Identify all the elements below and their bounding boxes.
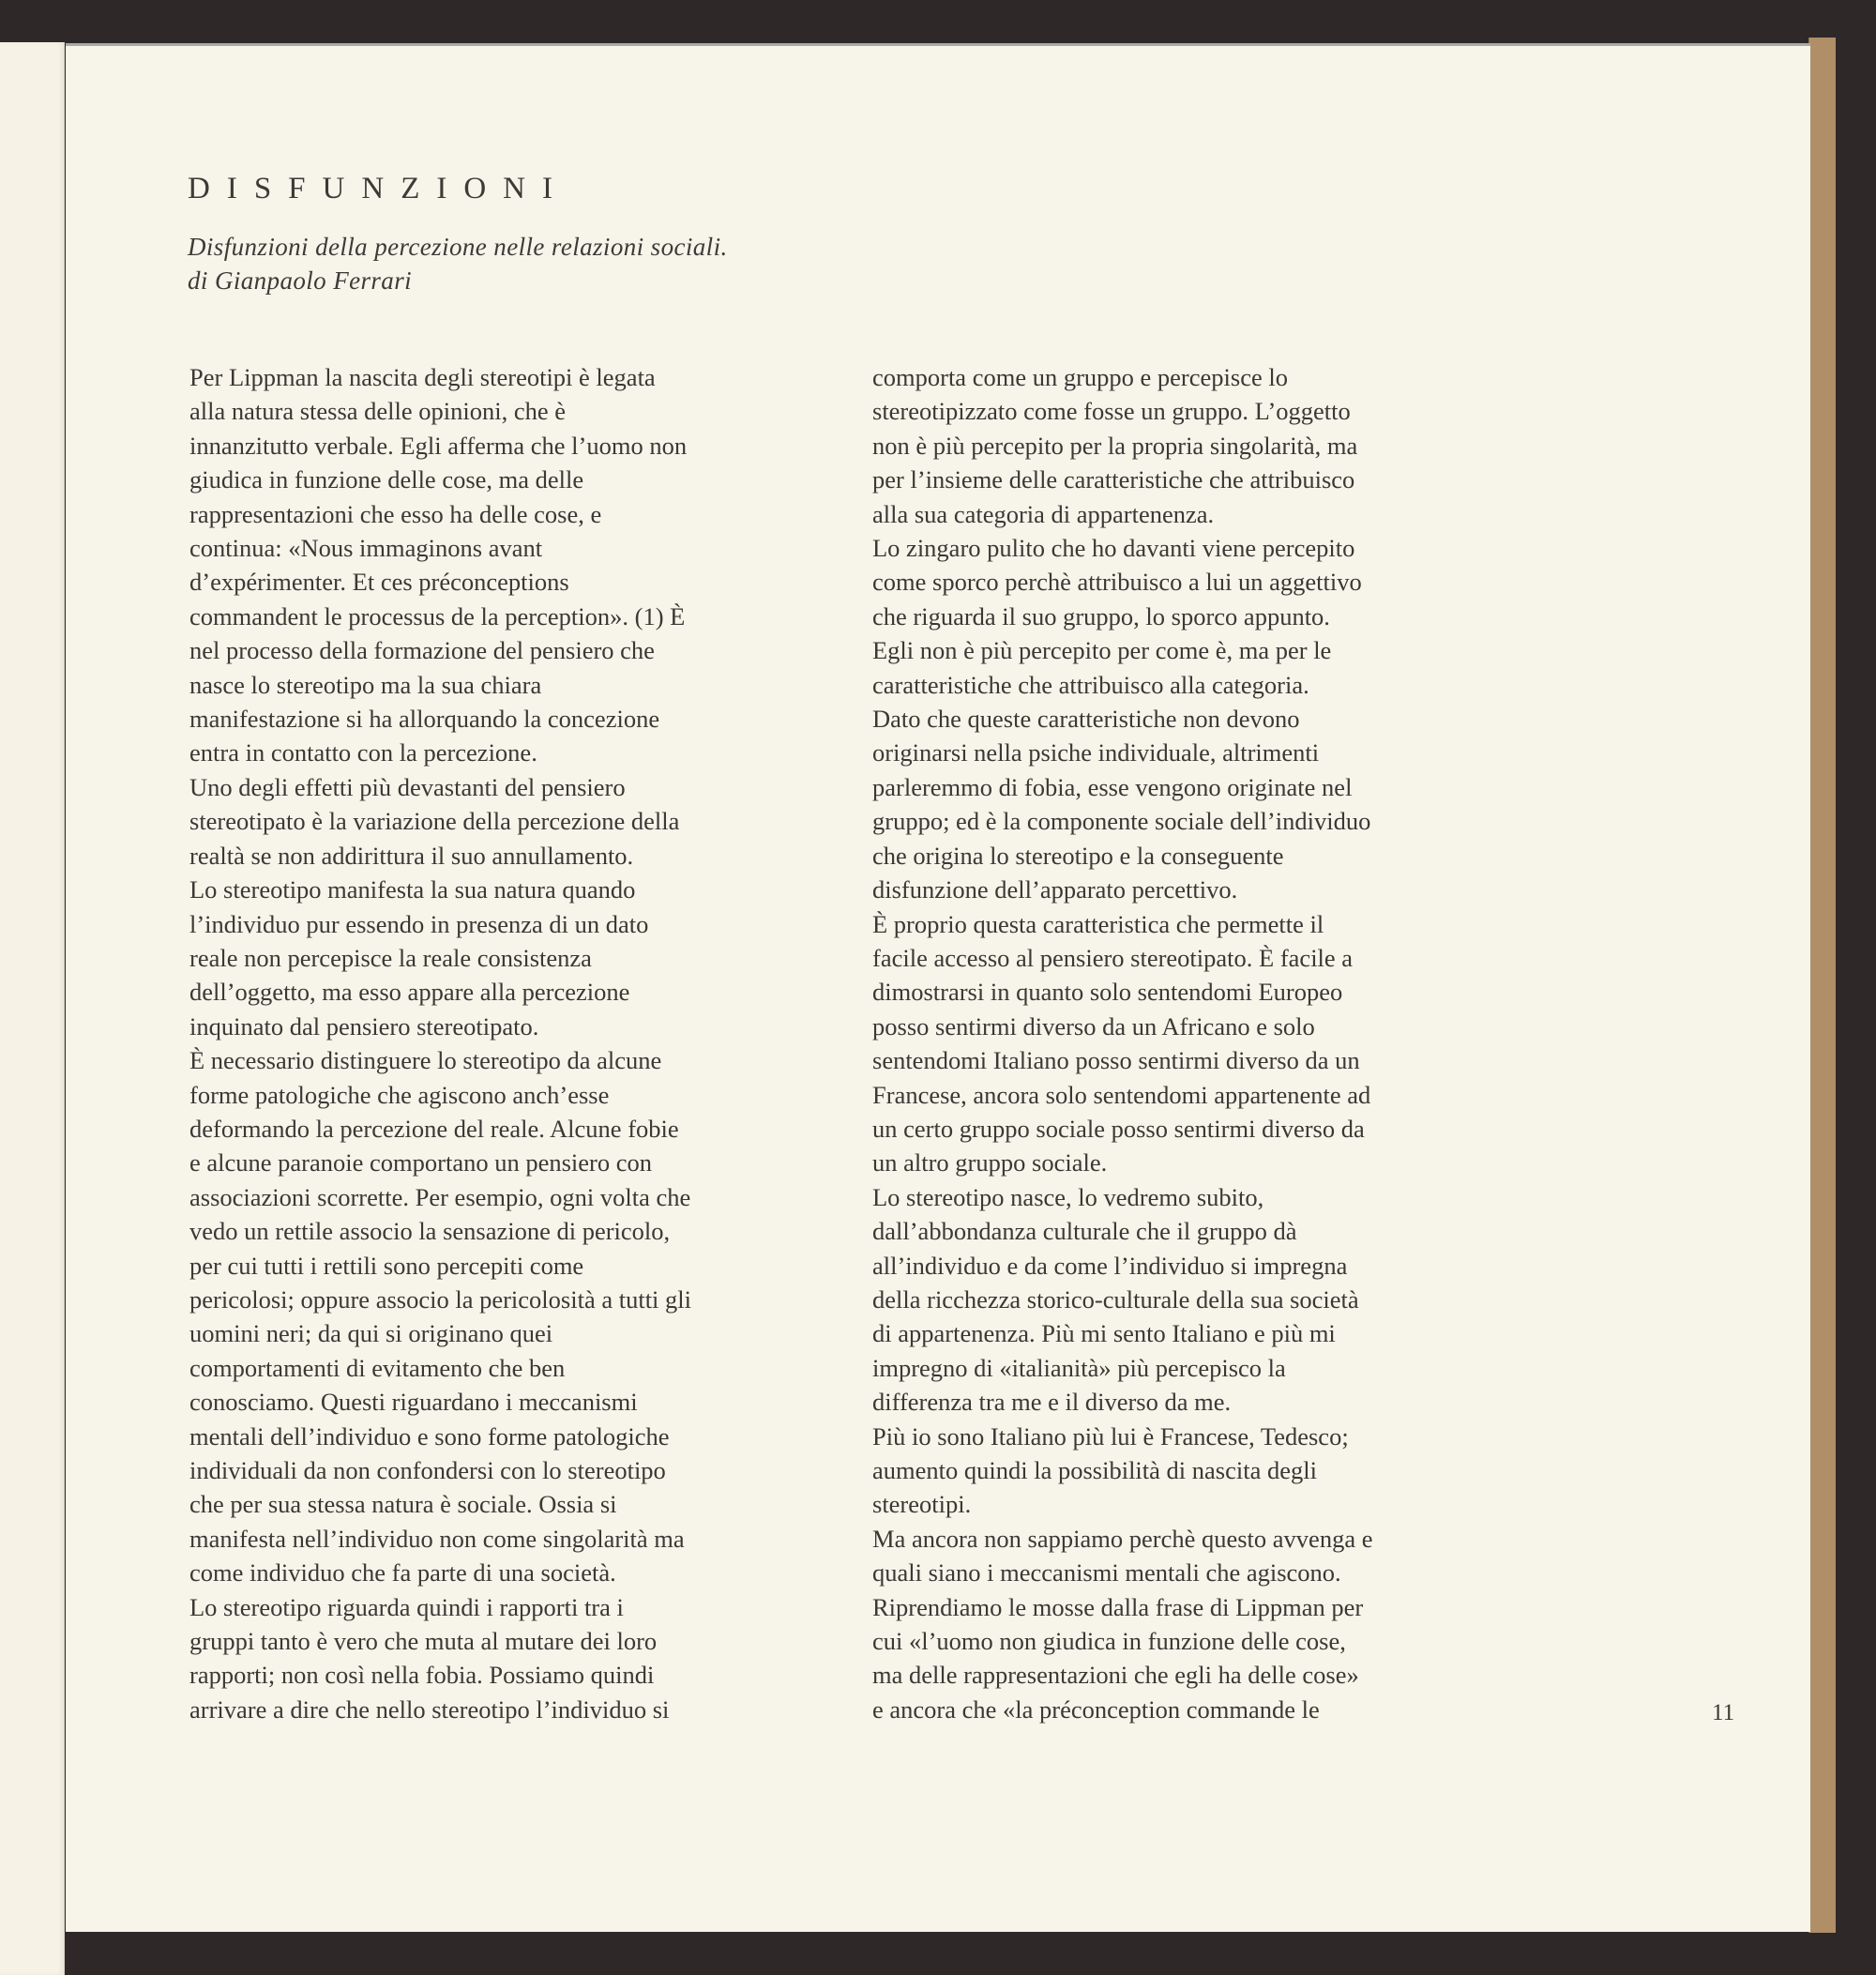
text-line: dall’abbondanza culturale che il gruppo dà: [872, 1217, 1297, 1246]
text-line: di appartenenza. Più mi sento Italiano e più mi: [872, 1319, 1336, 1348]
text-line: rappresentazioni che esso ha delle cose, e: [189, 499, 602, 528]
text-line: posso sentirmi diverso da un Africano e solo: [872, 1011, 1315, 1041]
text-line: Lo stereotipo nasce, lo vedremo subito,: [872, 1182, 1264, 1211]
text-line: originarsi nella psiche individuale, altrimenti: [872, 738, 1320, 767]
text-line: reale non percepisce la reale consistenza: [189, 943, 592, 972]
text-line: giudica in funzione delle cose, ma delle: [189, 465, 584, 494]
text-line: Lo stereotipo riguarda quindi i rapporti tra i: [189, 1592, 624, 1621]
text-line: alla natura stessa delle opinioni, che è: [189, 397, 567, 426]
text-line: manifesta nell’individuo non come singolarità ma: [189, 1524, 685, 1553]
text-line: È proprio questa caratteristica che permette il: [872, 909, 1324, 938]
text-line: forme patologiche che agiscono anch’esse: [189, 1080, 610, 1109]
text-line: Lo zingaro pulito che ho davanti viene percepito: [872, 534, 1355, 563]
text-line: facile accesso al pensiero stereotipato. È facile a: [872, 943, 1354, 972]
text-line: per cui tutti i rettili sono percepiti come: [189, 1251, 584, 1280]
text-line: dell’oggetto, ma esso appare alla percezione: [189, 978, 630, 1007]
text-line: pericolosi; oppure associo la pericolosità a tutti gli: [189, 1284, 692, 1314]
text-line: Egli non è più percepito per come è, ma per le: [872, 636, 1332, 665]
text-line: come individuo che fa parte di una società.: [189, 1558, 616, 1588]
text-line: individuali da non confondersi con lo stereotipo: [189, 1456, 666, 1484]
text-line: sentendomi Italiano posso sentirmi diverso da un: [872, 1046, 1360, 1075]
text-line: innanzitutto verbale. Egli afferma che l’uomo non: [189, 431, 688, 460]
text-line: della ricchezza storico-culturale della sua società: [872, 1284, 1359, 1314]
text-line: Per Lippman la nascita degli stereotipi è legata: [189, 363, 656, 391]
text-line: gruppo; ed è la componente sociale dell’individuo: [872, 807, 1371, 836]
text-line: mentali dell’individuo e sono forme patologiche: [189, 1421, 670, 1451]
text-line: deformando la percezione del reale. Alcune fobie: [189, 1114, 679, 1143]
text-line: rapporti; non così nella fobia. Possiamo quindi: [189, 1661, 655, 1690]
text-line: e alcune paranoie comportano un pensiero con: [189, 1148, 652, 1177]
text-line: Ma ancora non sappiamo perchè questo avvenga e: [872, 1524, 1373, 1553]
text-line: Più io sono Italiano più lui è Francese, Tedesco;: [872, 1421, 1349, 1451]
text-line: nel processo della formazione del pensiero che: [189, 636, 655, 665]
text-line: un altro gruppo sociale.: [872, 1148, 1108, 1177]
text-line: aumento quindi la possibilità di nascita degli: [872, 1456, 1317, 1484]
text-line: differenza tra me e il diverso da me.: [872, 1388, 1232, 1417]
previous-page-edge: [0, 42, 65, 1975]
text-line: non è più percepito per la propria singolarità, ma: [872, 431, 1358, 460]
text-line: arrivare a dire che nello stereotipo l’individuo si: [189, 1694, 670, 1724]
text-line: comportamenti di evitamento che ben: [189, 1353, 566, 1382]
text-line: stereotipato è la variazione della percezione della: [189, 807, 680, 836]
text-line: stereotipizzato come fosse un gruppo. L’oggetto: [872, 397, 1351, 426]
text-line: cui «l’uomo non giudica in funzione delle cose,: [872, 1627, 1346, 1656]
text-line: d’expérimenter. Et ces préconceptions: [189, 568, 569, 597]
text-line: come sporco perchè attribuisco a lui un aggettivo: [872, 568, 1362, 597]
text-line: È necessario distinguere lo stereotipo da alcune: [189, 1046, 662, 1075]
text-line: associazioni scorrette. Per esempio, ogni volta che: [189, 1182, 691, 1211]
text-line: alla sua categoria di appartenenza.: [872, 499, 1215, 528]
article-author: di Gianpaolo Ferrari: [188, 266, 413, 295]
text-line: dimostrarsi in quanto solo sentendomi Europeo: [872, 978, 1343, 1007]
text-line: comporta come un gruppo e percepisce lo: [872, 363, 1288, 391]
text-line: continua: «Nous immaginons avant: [189, 534, 543, 563]
text-line: nasce lo stereotipo ma la sua chiara: [189, 670, 542, 699]
text-line: caratteristiche che attribuisco alla categoria.: [872, 670, 1309, 699]
text-line: che riguarda il suo gruppo, lo sporco appunto.: [872, 601, 1330, 630]
text-line: vedo un rettile associo la sensazione di pericolo,: [189, 1217, 671, 1246]
text-line: inquinato dal pensiero stereotipato.: [189, 1011, 539, 1041]
text-line: entra in contatto con la percezione.: [189, 738, 537, 767]
text-line: Uno degli effetti più devastanti del pensiero: [189, 772, 626, 801]
text-line: gruppi tanto è vero che muta al mutare dei loro: [189, 1627, 658, 1656]
page-number: 11: [1712, 1700, 1735, 1725]
text-line: Riprendiamo le mosse dalla frase di Lippman per: [872, 1592, 1364, 1621]
text-line: impregno di «italianità» più percepisco la: [872, 1353, 1286, 1382]
article-subtitle: Disfunzioni della percezione nelle relazioni sociali.: [188, 233, 728, 261]
text-line: Dato che queste caratteristiche non devono: [872, 705, 1300, 734]
text-line: disfunzione dell’apparato percettivo.: [872, 875, 1238, 904]
text-column-left: [189, 360, 809, 1726]
text-line: realtà se non addirittura il suo annullamento.: [189, 841, 634, 870]
text-line: Francese, ancora solo sentendomi appartenente ad: [872, 1080, 1371, 1109]
text-line: che origina lo stereotipo e la conseguente: [872, 841, 1284, 870]
text-line: ma delle rappresentazioni che egli ha delle cose»: [872, 1661, 1359, 1690]
text-line: per l’insieme delle caratteristiche che attribuisco: [872, 465, 1355, 494]
text-line: manifestazione si ha allorquando la concezione: [189, 705, 660, 734]
text-line: quali siano i meccanismi mentali che agiscono.: [872, 1558, 1341, 1588]
text-line: che per sua stessa natura è sociale. Ossia si: [189, 1490, 617, 1519]
text-line: commandent le processus de la perception». (1) È: [189, 601, 686, 630]
text-line: stereotipi.: [872, 1490, 972, 1519]
text-line: e ancora che «la préconception commande le: [872, 1694, 1320, 1724]
text-line: conosciamo. Questi riguardano i meccanismi: [189, 1388, 638, 1417]
text-line: uomini neri; da qui si originano quei: [189, 1319, 553, 1348]
text-column-right: [872, 360, 1491, 1726]
book-edge: [1808, 38, 1836, 1933]
article-heading: DISFUNZIONI: [188, 172, 569, 205]
text-line: Lo stereotipo manifesta la sua natura quando: [189, 875, 636, 904]
text-line: l’individuo pur essendo in presenza di un dato: [189, 909, 649, 938]
text-line: un certo gruppo sociale posso sentirmi diverso da: [872, 1114, 1365, 1143]
text-line: all’individuo e da come l’individuo si impregna: [872, 1251, 1348, 1280]
text-line: parleremmo di fobia, esse vengono originate nel: [872, 772, 1353, 801]
